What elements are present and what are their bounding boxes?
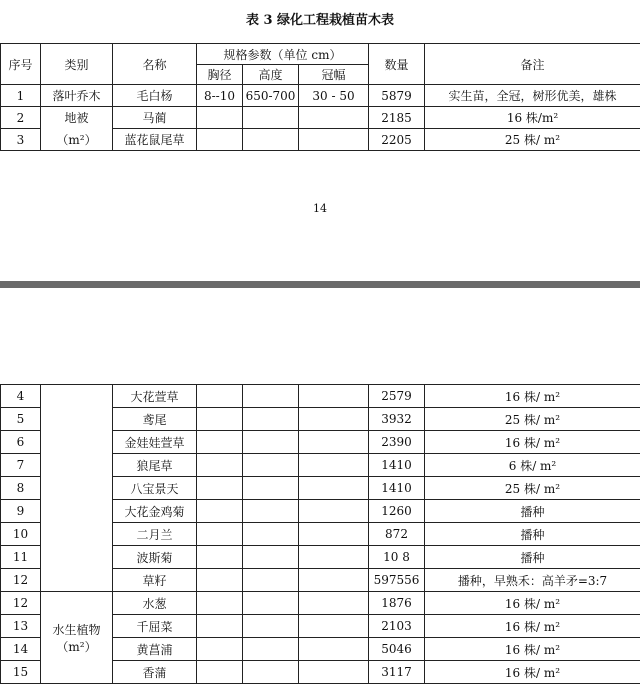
cell-crown: 30 - 50 xyxy=(299,85,369,107)
cell-qty: 2185 xyxy=(369,107,425,129)
cell-name: 八宝景天 xyxy=(113,477,197,500)
cell-note: 16 株/ m² xyxy=(425,385,640,408)
cell-note: 播种 xyxy=(425,546,640,569)
cell-name: 狼尾草 xyxy=(113,454,197,477)
cell-dbh xyxy=(197,129,243,151)
cell-note: 16 株/ m² xyxy=(425,615,640,638)
aquatic-category-label: 水生植物 xyxy=(41,621,112,638)
cell-crown xyxy=(299,408,369,431)
cell-crown xyxy=(299,546,369,569)
cell-height: 650-700 xyxy=(243,85,299,107)
cell-height xyxy=(243,592,299,615)
cell-crown xyxy=(299,523,369,546)
cell-dbh xyxy=(197,615,243,638)
cell-seq: 14 xyxy=(1,638,41,661)
cell-name: 马蔺 xyxy=(113,107,197,129)
cell-seq: 15 xyxy=(1,661,41,684)
cell-crown xyxy=(299,431,369,454)
cell-dbh xyxy=(197,431,243,454)
cell-seq: 1 xyxy=(1,85,41,107)
cell-note: 16 株/m² xyxy=(425,107,640,129)
cell-height xyxy=(243,638,299,661)
cell-note: 实生苗，全冠，树形优美，雄株 xyxy=(425,85,640,107)
cell-qty: 3932 xyxy=(369,408,425,431)
cell-height xyxy=(243,107,299,129)
cell-dbh xyxy=(197,500,243,523)
cell-name: 千屈菜 xyxy=(113,615,197,638)
cell-crown xyxy=(299,385,369,408)
header-row xyxy=(1,44,640,65)
cell-qty: 1876 xyxy=(369,592,425,615)
cell-qty: 872 xyxy=(369,523,425,546)
page-number: 14 xyxy=(0,202,640,215)
cell-note: 16 株/ m² xyxy=(425,592,640,615)
table-row xyxy=(1,385,640,408)
cell-seq: 13 xyxy=(1,615,41,638)
cell-name: 水葱 xyxy=(113,592,197,615)
table-row xyxy=(1,592,640,615)
cell-name: 金娃娃萱草 xyxy=(113,431,197,454)
cell-dbh xyxy=(197,107,243,129)
cell-height xyxy=(243,477,299,500)
cell-seq: 11 xyxy=(1,546,41,569)
cell-seq: 8 xyxy=(1,477,41,500)
table-row xyxy=(1,107,640,129)
cell-qty: 5046 xyxy=(369,638,425,661)
cell-dbh xyxy=(197,385,243,408)
cell-dbh xyxy=(197,592,243,615)
table-title: 表 3 绿化工程栽植苗木表 xyxy=(0,9,640,28)
cell-name: 鸢尾 xyxy=(113,408,197,431)
header-name: 名称 xyxy=(113,44,197,85)
cell-height xyxy=(243,569,299,592)
cell-seq: 2 xyxy=(1,107,41,129)
cell-category-groundcover-continued xyxy=(41,385,113,592)
seedling-table-top xyxy=(0,43,640,151)
cell-note: 25 株/ m² xyxy=(425,129,640,151)
cell-name: 香蒲 xyxy=(113,661,197,684)
cell-height xyxy=(243,385,299,408)
header-spec: 规格参数（单位 cm） xyxy=(197,44,369,65)
cell-name: 大花萱草 xyxy=(113,385,197,408)
cell-crown xyxy=(299,477,369,500)
cell-qty: 2390 xyxy=(369,431,425,454)
cell-seq: 7 xyxy=(1,454,41,477)
header-height: 高度 xyxy=(243,65,299,85)
cell-note: 播种 xyxy=(425,500,640,523)
cell-name: 毛白杨 xyxy=(113,85,197,107)
header-seq: 序号 xyxy=(1,44,41,85)
page-divider xyxy=(0,281,640,288)
cell-category-aquatic xyxy=(41,592,113,684)
cell-dbh xyxy=(197,523,243,546)
cell-seq: 9 xyxy=(1,500,41,523)
cell-category: （m²） xyxy=(41,129,113,151)
cell-qty: 10 8 xyxy=(369,546,425,569)
cell-dbh: 8--10 xyxy=(197,85,243,107)
cell-height xyxy=(243,129,299,151)
cell-height xyxy=(243,661,299,684)
cell-crown xyxy=(299,592,369,615)
cell-seq: 4 xyxy=(1,385,41,408)
cell-qty: 2579 xyxy=(369,385,425,408)
cell-note: 25 株/ m² xyxy=(425,477,640,500)
table-row xyxy=(1,85,640,107)
cell-crown xyxy=(299,638,369,661)
cell-seq: 3 xyxy=(1,129,41,151)
cell-note: 16 株/ m² xyxy=(425,661,640,684)
cell-dbh xyxy=(197,638,243,661)
cell-qty: 5879 xyxy=(369,85,425,107)
cell-dbh xyxy=(197,477,243,500)
cell-qty: 2103 xyxy=(369,615,425,638)
cell-height xyxy=(243,408,299,431)
cell-note: 16 株/ m² xyxy=(425,431,640,454)
header-dbh: 胸径 xyxy=(197,65,243,85)
cell-seq: 12 xyxy=(1,569,41,592)
page-top xyxy=(0,0,640,283)
cell-name: 波斯菊 xyxy=(113,546,197,569)
cell-category: 落叶乔木 xyxy=(41,85,113,107)
cell-note: 播种，早熟禾：高羊矛=3:7 xyxy=(425,569,640,592)
cell-note: 25 株/ m² xyxy=(425,408,640,431)
cell-crown xyxy=(299,500,369,523)
cell-seq: 5 xyxy=(1,408,41,431)
cell-height xyxy=(243,500,299,523)
cell-qty: 1410 xyxy=(369,454,425,477)
cell-seq: 12 xyxy=(1,592,41,615)
aquatic-category-unit: （m²） xyxy=(41,638,112,655)
cell-name: 蓝花鼠尾草 xyxy=(113,129,197,151)
header-qty: 数量 xyxy=(369,44,425,85)
cell-dbh xyxy=(197,408,243,431)
cell-qty: 597556 xyxy=(369,569,425,592)
cell-crown xyxy=(299,569,369,592)
cell-name: 大花金鸡菊 xyxy=(113,500,197,523)
cell-height xyxy=(243,523,299,546)
table-row xyxy=(1,129,640,151)
cell-dbh xyxy=(197,569,243,592)
header-note: 备注 xyxy=(425,44,640,85)
cell-name: 二月兰 xyxy=(113,523,197,546)
cell-name: 黄菖浦 xyxy=(113,638,197,661)
cell-qty: 1410 xyxy=(369,477,425,500)
cell-note: 16 株/ m² xyxy=(425,638,640,661)
cell-crown xyxy=(299,454,369,477)
cell-height xyxy=(243,615,299,638)
seedling-table-continued xyxy=(0,384,640,684)
cell-seq: 10 xyxy=(1,523,41,546)
cell-crown xyxy=(299,129,369,151)
cell-note: 播种 xyxy=(425,523,640,546)
cell-name: 草籽 xyxy=(113,569,197,592)
cell-dbh xyxy=(197,546,243,569)
cell-category: 地被 xyxy=(41,107,113,129)
cell-crown xyxy=(299,107,369,129)
cell-dbh xyxy=(197,661,243,684)
cell-note: 6 株/ m² xyxy=(425,454,640,477)
cell-height xyxy=(243,431,299,454)
cell-height xyxy=(243,454,299,477)
cell-qty: 2205 xyxy=(369,129,425,151)
cell-dbh xyxy=(197,454,243,477)
header-category: 类别 xyxy=(41,44,113,85)
header-crown: 冠幅 xyxy=(299,65,369,85)
cell-crown xyxy=(299,661,369,684)
cell-height xyxy=(243,546,299,569)
cell-qty: 3117 xyxy=(369,661,425,684)
cell-qty: 1260 xyxy=(369,500,425,523)
cell-seq: 6 xyxy=(1,431,41,454)
cell-crown xyxy=(299,615,369,638)
